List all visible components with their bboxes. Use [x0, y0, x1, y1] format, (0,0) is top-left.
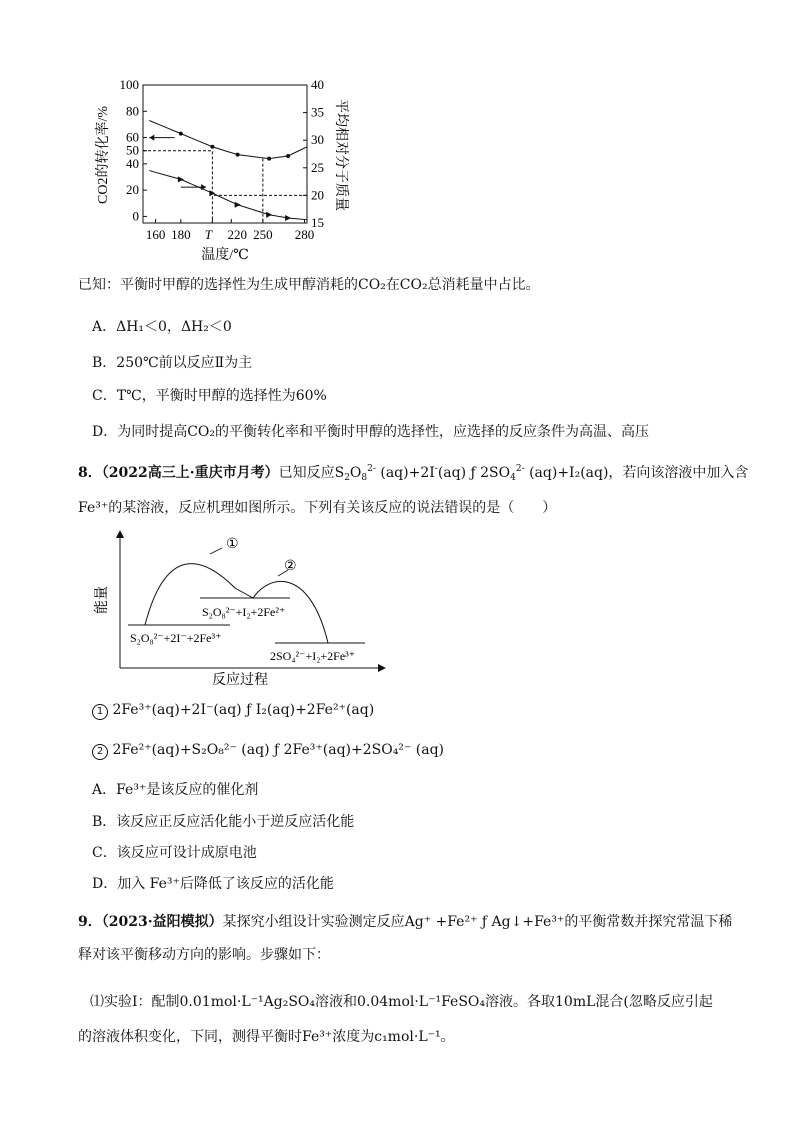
y-right-tick-label: 15 [311, 215, 324, 230]
left-axis-arrow-head [149, 135, 154, 141]
q7-known: 已知：平衡时甲醇的选择性为生成甲醇消耗的CO₂在CO₂总消耗量中占比。 [78, 277, 540, 293]
y-right-tick-label: 30 [311, 132, 324, 148]
step1-circle: 1 [92, 704, 108, 720]
series2-point [178, 176, 184, 182]
q9-line4: 的溶液体积变化，下同，测得平衡时Fe³⁺浓度为c₁mol·L⁻¹。 [78, 1029, 455, 1045]
q8-step1 [92, 702, 374, 720]
product-label: 2SO₄²⁻+I₂+2Fe³⁺ [270, 649, 356, 663]
q8-stem: 8．（2022高三上·重庆市月考）已知反应$S_2O_8^{2-}$ (aq)+2I-(aq) ƒ $2SO_4^{2-}$ (aq)+I₂(aq)，若向该溶液中加入含 [78, 464, 749, 483]
q9-stem-text: 某探究小组设计实验测定反应Ag⁺ +Fe²⁺ ƒ Ag↓+Fe³⁺的平衡常数并探究常温下稀 [222, 914, 733, 930]
q8-line2: Fe³⁺的某溶液，反应机理如图所示。下列有关该反应的说法错误的是（ ） [78, 500, 557, 516]
x-tick-label: 280 [294, 227, 315, 242]
series1-point [286, 154, 290, 158]
q7-option-c: C．T℃，平衡时甲醇的选择性为60% [92, 388, 327, 404]
y-left-tick-label: 80 [126, 103, 139, 119]
q7-option-d: D．为同时提高CO₂的平衡转化率和平衡时甲醇的选择性，应选择的反应条件为高温、高压 [92, 424, 650, 440]
q7-option-a: A．ΔH₁＜0，ΔH₂＜0 [92, 319, 232, 335]
step2-circle: 2 [92, 744, 108, 760]
y-right-tick-label: 40 [311, 77, 324, 92]
series1-point [210, 145, 214, 149]
y-right-tick-label: 35 [311, 104, 324, 120]
plot-frame [143, 85, 307, 223]
reactant-label: S₂O₈²⁻+2I⁻+2Fe³⁺ [130, 631, 222, 645]
series-line-2 [149, 171, 307, 220]
q9-line3: ⑴实验Ⅰ：配制0.01mol·L⁻¹Ag₂SO₄溶液和0.04mol·L⁻¹FeSO₄溶液。各取10mL混合(忽略反应引起 [90, 994, 713, 1010]
x-tick-label: 220 [227, 227, 248, 242]
q8-step2-eq: 2Fe²⁺(aq)+S₂O₈²⁻ (aq) ƒ 2Fe³⁺(aq)+2SO₄²⁻ (aq) [112, 742, 444, 758]
intermediate-label: S₂O₈²⁻+I₂+2Fe²⁺ [202, 605, 286, 619]
q8-step1-eq: 2Fe³⁺(aq)+2I⁻(aq) ƒ I₂(aq)+2Fe²⁺(aq) [112, 702, 375, 718]
q9-number: 9． [78, 914, 102, 930]
y-right-tick-label: 20 [311, 187, 324, 203]
q8-source: （2022高三上·重庆市月考） [101, 465, 279, 481]
y-left-tick-label: 100 [119, 77, 139, 92]
y-left-tick-label: 20 [126, 182, 139, 198]
peak-1-label: ① [226, 537, 239, 552]
series-line-1 [149, 120, 307, 158]
q9-line2: 释对该平衡移动方向的影响。步骤如下： [78, 947, 330, 963]
q8-option-b: B．该反应正反应活化能小于逆反应活化能 [92, 814, 355, 830]
x-tick-label: 250 [253, 227, 273, 242]
series1-point [179, 132, 183, 136]
process-axis-label: 反应过程 [212, 673, 268, 688]
q8-stem-c: (aq) ƒ 2SO [437, 465, 511, 481]
y-left-tick-label: 50 [126, 142, 139, 158]
y-left-tick-label: 60 [126, 129, 139, 145]
series1-point [267, 157, 271, 161]
x-axis-label: 温度/℃ [201, 248, 249, 263]
series1-point [236, 153, 240, 157]
y-left-axis-label: CO2的转化率/% [96, 106, 111, 204]
q9-source: （2023·益阳模拟） [101, 914, 223, 930]
peak-2-label: ② [284, 559, 297, 574]
q8-number: 8． [78, 465, 102, 481]
q8-option-d: D．加入 Fe³⁺后降低了该反应的活化能 [92, 876, 334, 892]
y-left-tick-label: 40 [126, 155, 139, 171]
energy-axis-label: 能量 [95, 586, 110, 614]
y-left-tick-label: 0 [132, 208, 139, 224]
q8-stem-b: (aq)+2I [380, 465, 435, 481]
series2-point [266, 212, 272, 218]
q8-option-a: A．Fe³⁺是该反应的催化剂 [92, 782, 259, 798]
x-tick-label: 160 [145, 227, 166, 242]
q8-stem-a: 已知反应S [278, 465, 345, 481]
y-right-axis-label: 平均相对分子质量 [333, 99, 348, 211]
q9-stem [78, 911, 732, 931]
y-right-tick-label: 25 [311, 159, 324, 175]
series2-point [235, 202, 241, 208]
q7-option-b: B．250℃前以反应Ⅱ为主 [92, 355, 253, 371]
x-tick-label: T [204, 227, 213, 242]
series2-point [285, 215, 291, 221]
q8-option-c: C．该反应可设计成原电池 [92, 845, 257, 861]
q8-stem-d: (aq)+I₂(aq)，若向该溶液中加入含 [529, 465, 749, 481]
q8-step2 [92, 742, 444, 760]
energy-diagram [90, 528, 390, 688]
x-tick-label: 180 [171, 227, 191, 242]
conversion-chart [85, 75, 348, 265]
